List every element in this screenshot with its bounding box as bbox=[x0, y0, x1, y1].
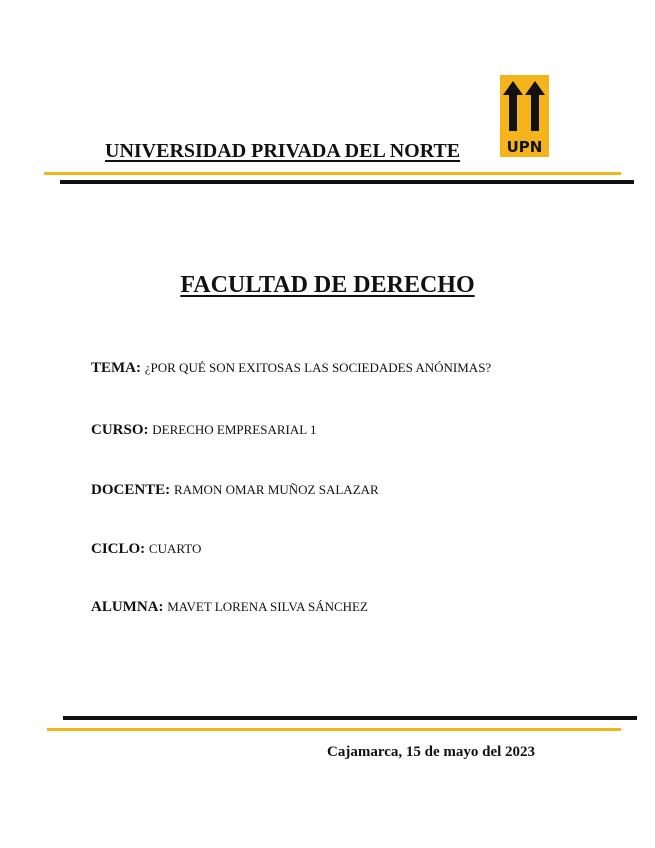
field-ciclo bbox=[91, 539, 201, 559]
footer-rule-black bbox=[63, 716, 637, 720]
field-curso bbox=[91, 420, 316, 440]
field-alumna bbox=[91, 597, 368, 617]
field-curso-value: DERECHO EMPRESARIAL 1 bbox=[152, 422, 317, 437]
field-tema-value: ¿POR QUÉ SON EXITOSAS LAS SOCIEDADES ANÓNIMAS? bbox=[144, 360, 492, 375]
field-tema bbox=[91, 358, 491, 378]
upn-logo bbox=[500, 75, 549, 157]
faculty-title bbox=[0, 270, 655, 300]
footer-rule-yellow bbox=[47, 728, 621, 731]
field-alumna-label: ALUMNA: bbox=[91, 599, 168, 615]
field-docente bbox=[91, 480, 379, 500]
field-tema-label: TEMA: bbox=[91, 360, 145, 376]
header-rule-yellow bbox=[44, 172, 621, 175]
upn-arrows-icon bbox=[500, 75, 549, 157]
university-name: UNIVERSIDAD PRIVADA DEL NORTE bbox=[105, 140, 461, 162]
header-rule-black bbox=[60, 180, 634, 184]
field-alumna-value: MAVET LORENA SILVA SÁNCHEZ bbox=[167, 599, 368, 614]
faculty-title-text: FACULTAD DE DERECHO bbox=[180, 272, 475, 298]
place-and-date: Cajamarca, 15 de mayo del 2023 bbox=[327, 744, 536, 760]
field-docente-label: DOCENTE: bbox=[91, 482, 174, 498]
field-curso-label: CURSO: bbox=[91, 422, 153, 438]
logo-text: UPN bbox=[506, 138, 543, 156]
field-ciclo-label: CICLO: bbox=[91, 541, 149, 557]
field-ciclo-value: CUARTO bbox=[148, 541, 202, 556]
field-docente-value: RAMON OMAR MUÑOZ SALAZAR bbox=[173, 482, 379, 497]
